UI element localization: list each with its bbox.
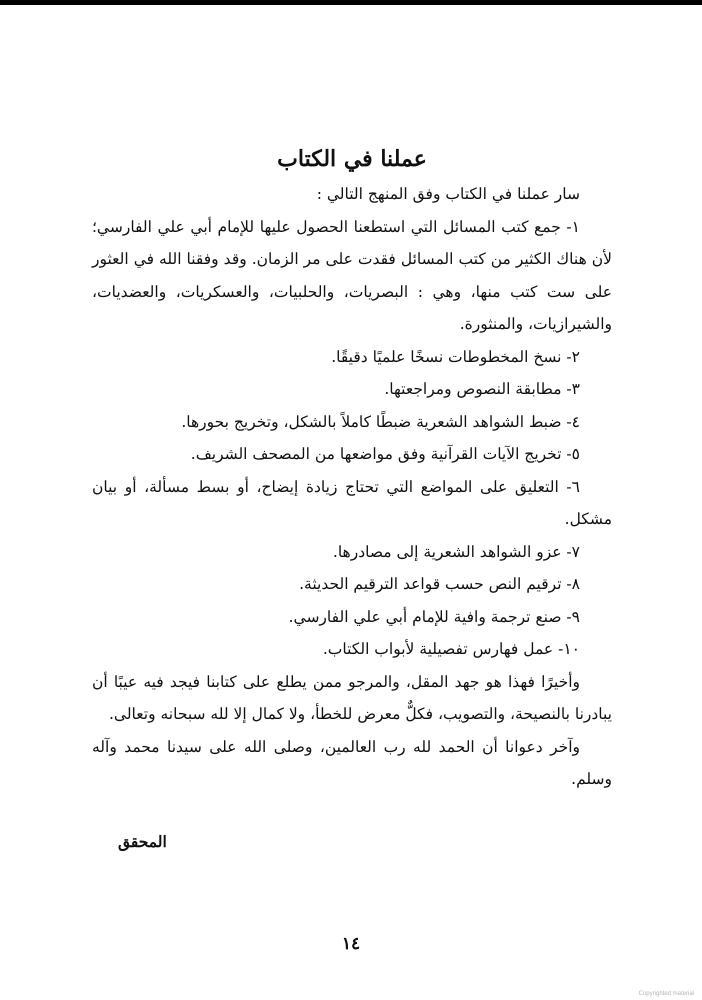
final-prayer-paragraph: وآخر دعوانا أن الحمد لله رب العالمين، وصلى الله على سيدنا محمد وآله وسلم.: [92, 737, 612, 788]
list-item: ١٠- عمل فهارس تفصيلية لأبواب الكتاب.: [322, 640, 580, 658]
page-number: ١٤: [341, 934, 361, 954]
closing-paragraph: وأخيرًا فهذا هو جهد المقل، والمرجو ممن يطلع على كتابنا فيجد فيه عيبًا أن يبادرنا بالنصيحة، والتصويب، فكلٌّ معرض للخطأ، ولا كمال إلا لله سبحانه وتعالى.: [92, 672, 612, 723]
page-body: [92, 140, 612, 796]
list-item: ٨- ترقيم النص حسب قواعد الترقيم الحديثة.: [299, 575, 580, 593]
list-item: ٢- نسخ المخطوطات نسخًا علميًا دقيقًا.: [331, 347, 580, 366]
intro-paragraph: سار عملنا في الكتاب وفق المنهج التالي :: [316, 185, 580, 203]
list-item: ٤- ضبط الشواهد الشعرية ضبطًا كاملاً بالشكل، وتخريج بحورها.: [181, 412, 580, 431]
list-item: ٦- التعليق على المواضع التي تحتاج زيادة إيضاح، أو بسط مسألة، أو بيان مشكل.: [92, 477, 612, 528]
page-title: عملنا في الكتاب: [277, 146, 427, 172]
copyright-notice: Copyrighted material: [638, 991, 694, 997]
top-border: [0, 0, 702, 5]
list-item: ١- جمع كتب المسائل التي استطعنا الحصول عليها للإمام أبي علي الفارسي؛ لأن هناك الكثير من كتب المسائل فقدت على مر الزمان. وقد وفقنا الله في العثور على ست كتب منها، وهي : البصريات، والحلبيات، والعسكريات، والعضديات، والشيرازيات، والمنثورة.: [92, 217, 612, 333]
list-item: ٣- مطابقة النصوص ومراجعتها.: [384, 380, 580, 398]
list-item: ٩- صنع ترجمة وافية للإمام أبي علي الفارسي.: [288, 607, 580, 626]
list-item: ٧- عزو الشواهد الشعرية إلى مصادرها.: [332, 542, 580, 561]
editor-signature: المحقق: [118, 832, 167, 851]
list-item: ٥- تخريج الآيات القرآنية وفق مواضعها من المصحف الشريف.: [190, 445, 580, 463]
